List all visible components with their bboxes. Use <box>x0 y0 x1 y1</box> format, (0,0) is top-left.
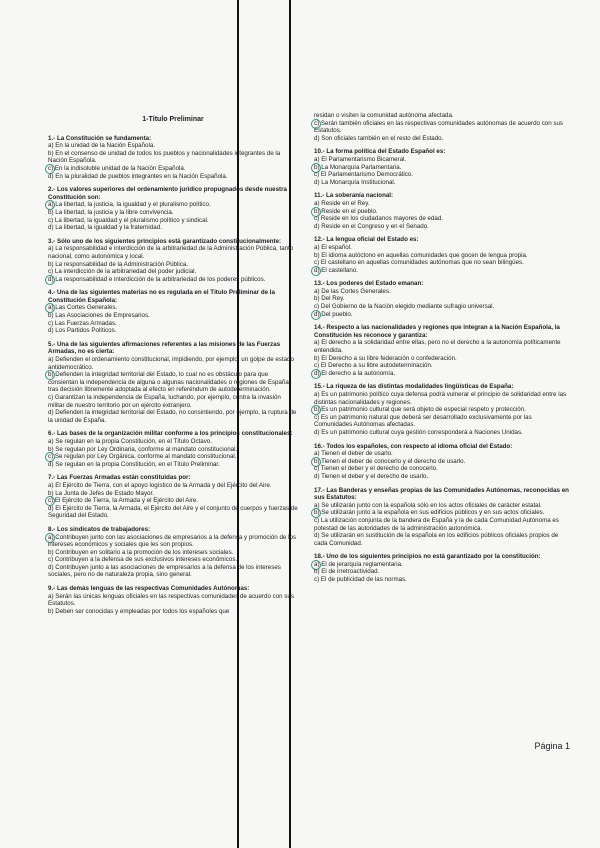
answer-option: a) El Parlamentarismo Bicameral. <box>314 155 407 163</box>
answer-option-marked: b) La Monarquía Parlamentaria. <box>314 164 570 172</box>
page-number: Página 1 <box>534 741 570 751</box>
answer-option-marked: d) La responsabilidad e interdicción de la arbitrariedad de los poderes públicos. <box>48 276 298 284</box>
question-text: 4.- Una de las siguientes materias no es regulada en el Título Preliminar de la Constitución Española: <box>48 289 275 304</box>
question-list-left <box>48 135 298 616</box>
answer-option: d) La libertad, la igualdad y la fraternidad. <box>48 224 162 232</box>
answer-option: d) La Monarquía Institucional. <box>314 178 396 186</box>
answer-option: c) Del Gobierno de la Nación elegido mediante sufragio universal. <box>314 303 495 311</box>
answer-option: d) Defienden la integridad territorial del Estado, no consintiendo, por ejemplo, la ruptura de la unidad de España. <box>48 409 297 424</box>
answer-option: b) Del Rey. <box>314 295 345 303</box>
question-text: 13.- Los poderes del Estado emanan: <box>314 280 424 288</box>
answer-option: d) Reside en el Congreso y en el Senado. <box>314 222 429 230</box>
answer-option: c) El de publicidad de las normas. <box>314 576 407 584</box>
page-title: 1-Título Preliminar <box>142 116 204 123</box>
answer-option-marked: b) Se utilizarán junto a la española en sus edificios públicos y en sus actos oficiales. <box>314 509 570 517</box>
question-block <box>48 135 298 181</box>
answer-option: a) Serán las únicas lenguas oficiales en las respectivas comunidades de acuerdo con sus Estatutos. <box>48 592 294 608</box>
answer-option: a) El Ejército de Tierra, con el apoyo logístico de la Armada y del Ejército del Aire. <box>48 481 272 489</box>
answer-option: c) La utilización conjunta de la bandera de España y la de cada Comunidad Autónoma es potestad de las autoridades de la administración autonómica. <box>314 516 559 532</box>
question-text: 11.- La soberanía nacional: <box>314 192 394 200</box>
question-block <box>314 192 570 230</box>
answer-option: a) En la unidad de la Nación Española. <box>48 142 155 150</box>
question-text: 15.- La riqueza de las distintas modalidades lingüísticas de España: <box>314 383 514 391</box>
answer-option: b) La responsabilidad de la Administración Pública. <box>48 260 188 268</box>
answer-option: a) Se regulan en la propia Constitución, en el Título Octavo. <box>48 437 212 445</box>
question-block <box>48 341 298 425</box>
answer-option-marked: d) El derecho a la autonomía. <box>314 370 570 378</box>
answer-option: residan o visiten la comunidad autónoma afectada. <box>314 112 454 119</box>
answer-option: c) Garantizan la independencia de España, luchando, por ejemplo, contra la invasión militar de nuestro territorio por un ejército extranjero. <box>48 394 281 409</box>
answer-option: c) Tienen el deber y el derecho de conocerlo. <box>314 465 438 473</box>
question-block <box>314 443 570 481</box>
answer-option-marked: b) Reside en el pueblo. <box>314 208 570 216</box>
answer-option: a) La responsabilidad e interdicción de la arbitrariedad de la Administración Pública, tanto nacional, como autonómica y local. <box>48 245 294 260</box>
answer-option: a) Reside en el Rey. <box>314 199 370 207</box>
question-block <box>314 487 570 548</box>
question-text: 2.- Los valores superiores del ordenamiento jurídico propugnados desde nuestra Constitución son: <box>48 186 287 201</box>
answer-option: a) El derecho a la solidaridad entre ellas, pero no el derecho a la autonomía políticamente entendida. <box>314 339 561 355</box>
question-block <box>314 383 570 436</box>
answer-option-marked: d) El castellano. <box>314 267 570 275</box>
question-block <box>48 526 298 579</box>
answer-option-marked: c) Serán también oficiales en las respectivas comunidades autónomas de acuerdo con sus Estatutos. <box>314 120 570 135</box>
answer-option-marked: b) Tienen el deber de conocerlo y el derecho de usarlo. <box>314 458 570 466</box>
right-column <box>314 112 570 590</box>
question-text: 5.- Una de las siguientes afirmaciones referentes a las misiones de las Fuerzas Armadas, no es cierta: <box>48 340 281 356</box>
answer-option: b) Se regulan por Ley Ordinaria, conforme al mandato constitucional. <box>48 445 238 453</box>
answer-option: d) Contribuyen junto a las asociaciones de empresarios a la defensa de los intereses sociales, pero no de naturaleza propia, sino general. <box>48 563 281 579</box>
question-block <box>314 236 570 274</box>
left-column <box>48 112 298 621</box>
answer-option-marked: c) El Ejército de Tierra, la Armada y el Ejército del Aire. <box>48 497 298 505</box>
question-text: 17.- Las Banderas y enseñas propias de las Comunidades Autónomas, reconocidas en sus Estatutos: <box>314 486 569 502</box>
answer-option: c) El Derecho a su libre autodeterminación. <box>314 362 433 370</box>
question-text: 10.- La forma política del Estado Español es: <box>314 148 446 156</box>
answer-option: b) Deben ser conocidas y empleadas por todos los españoles que <box>48 607 230 615</box>
answer-option: a) Es un patrimonio político cuya defensa podrá vulnerar el principio de solidaridad entre las distintas nacionalidades y regiones. <box>314 391 567 406</box>
answer-option: b) El Derecho a su libre federación o confederación. <box>314 354 457 362</box>
question-list-right <box>314 112 570 584</box>
answer-option: c) Es un patrimonio natural que deberá ser desarrollado exclusivamente por las Comunidades Autónomas afectadas. <box>314 413 532 429</box>
answer-option: a) Defienden el ordenamiento constitucional, impidiendo, por ejemplo, un golpe de estado antidemocrático. <box>48 356 294 371</box>
question-block <box>48 238 298 284</box>
answer-option: b) La Junta de Jefes de Estado Mayor. <box>48 489 154 497</box>
answer-option: d) Los Partidos Políticos. <box>48 327 117 335</box>
answer-option-marked: a) La libertad, la justicia, la igualdad y el pluralismo político. <box>48 201 298 209</box>
answer-option: d) En la pluralidad de pueblos integrantes en la Nación Española. <box>48 172 228 180</box>
question-text: 9.- Las demás lenguas de las respectivas Comunidades Autónomas: <box>48 585 250 593</box>
answer-option: b) Contribuyen en solitario a la promoción de los intereses sociales. <box>48 548 234 556</box>
question-text: 12.- La lengua oficial del Estado es: <box>314 236 419 244</box>
answer-option: a) El español. <box>314 243 352 251</box>
answer-option: b) La libertad, la justicia y la libre convivencia. <box>48 208 174 216</box>
answer-option-marked: c) En la indisoluble unidad de la Nación Española. <box>48 165 298 173</box>
question-text: 16.- Todos los españoles, con respecto al idioma oficial del Estado: <box>314 442 513 450</box>
answer-option: a) Tienen el deber de usarlo. <box>314 450 393 458</box>
question-block <box>314 324 570 377</box>
question-block <box>314 553 570 583</box>
answer-option: a) De las Cortes Generales. <box>314 287 391 295</box>
answer-option: d) Se utilizarán en sustitución de la española en los edificios públicos oficiales propios de cada Comunidad. <box>314 532 559 547</box>
answer-option: d) Son oficiales también en el resto del Estado. <box>314 134 444 142</box>
question-text: 14.- Respecto a las nacionalidades y regiones que integran a la Nación Española, la Constitución les reconoce y garantiza: <box>314 324 560 339</box>
answer-option: b) El idioma autóctono en aquellas comunidades que gocen de lengua propia. <box>314 251 528 259</box>
answer-option: c) Reside en los ciudadanos mayores de edad. <box>314 215 443 223</box>
answer-option: d) El Ejército de Tierra, la Armada, el Ejército del Aire y el conjunto de cuerpos y fuerzas de Seguridad del Estado. <box>48 504 298 520</box>
answer-option: d) Tienen el deber y el derecho de usarlo. <box>314 472 429 480</box>
answer-option-marked: b) Es un patrimonio cultural que será objeto de especial respeto y protección. <box>314 406 570 414</box>
answer-option: c) El Parlamentarismo Democrático. <box>314 171 414 179</box>
question-block <box>48 289 298 335</box>
question-text: 6.- Las bases de la organización militar conforme a los principios constitucionales: <box>48 430 293 438</box>
question-text: 8.- Los sindicatos de trabajadores: <box>48 525 151 533</box>
question-block <box>314 112 570 142</box>
question-text: 7.- Las Fuerzas Armadas están constituidas por: <box>48 474 191 482</box>
answer-option: c) La interdicción de la arbitrariedad del poder judicial. <box>48 268 197 276</box>
answer-option-marked: a) Contribuyen junto con las asociaciones de empresarios a la defensa y promoción de los intereses económicos y sociales que les son propios. <box>48 534 298 549</box>
answer-option: d) Es un patrimonio cultural cuya gestión corresponderá a Naciones Unidas. <box>314 428 523 436</box>
answer-option: c) El castellano en aquellas comunidades autónomas que no sean bilingües. <box>314 259 524 267</box>
answer-option: b) Las Asociaciones de Empresarios. <box>48 312 150 320</box>
answer-option: b) En el consenso de unidad de todos los pueblos y nacionalidades integrantes de la Nación Española. <box>48 149 281 165</box>
question-block <box>314 148 570 186</box>
question-block <box>48 430 298 468</box>
question-block <box>48 585 298 615</box>
question-block <box>48 474 298 520</box>
question-text: 18.- Uno de los siguientes principios no está garantizado por la constitución: <box>314 553 541 561</box>
question-block <box>314 280 570 318</box>
answer-option: c) Contribuyen a la defensa de sus exclusivos intereses económicos. <box>48 556 238 564</box>
answer-option: d) Se regulan en la propia Constitución, en el Título Preliminar. <box>48 460 220 468</box>
answer-option-marked: a) El de jerarquía reglamentaria. <box>314 561 570 569</box>
answer-option-marked: a) Las Cortes Generales. <box>48 304 298 312</box>
answer-option-marked: c) Se regulan por Ley Orgánica, conforme al mandato constitucional. <box>48 453 298 461</box>
answer-option: c) Las Fuerzas Armadas. <box>48 319 117 327</box>
question-text: 3.- Sólo uno de los siguientes principios está garantizado constitucionalmente: <box>48 237 282 245</box>
answer-option: a) Se utilizarán junto con la española sólo en los actos oficiales de carácter estatal. <box>314 501 542 509</box>
answer-option: b) El de irretroactividad. <box>314 568 380 576</box>
answer-option: c) La libertad, la igualdad y el pluralismo político y sindical. <box>48 216 209 224</box>
question-text: 1.- La Constitución se fundamenta: <box>48 134 152 142</box>
answer-option-marked: d) Del pueblo. <box>314 311 570 319</box>
answer-option-marked: b) Defienden la integridad territorial del Estado, lo cual no es obstáculo para que consientan la independencia de alguna o algunas nacionalidades o regiones de España, tras decisión libremente adoptada al efecto en referéndum de autodeterminación. <box>48 371 298 394</box>
question-block <box>48 186 298 232</box>
